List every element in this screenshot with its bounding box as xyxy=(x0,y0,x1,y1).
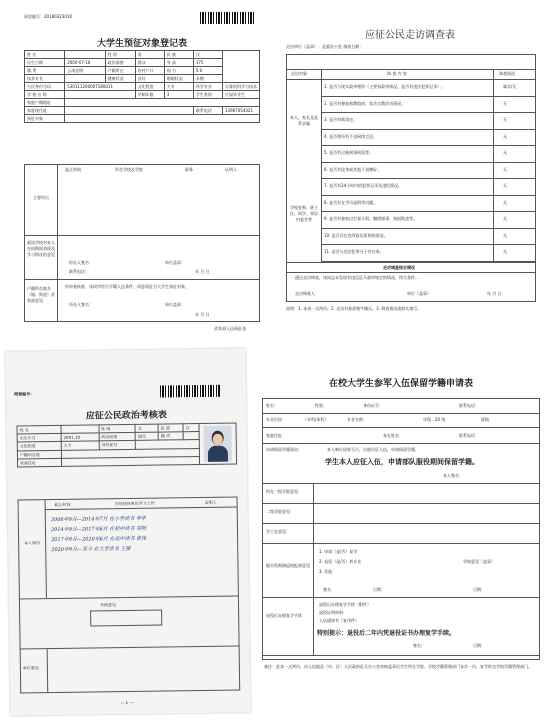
survey-item: 9. 是否有参加过打架斗殴、酗酒滋事、校园欺凌等。 xyxy=(324,216,418,221)
form-footer: 武装部入伍预征表 xyxy=(214,326,246,331)
school-opinion-section: 就读学校对本人在校期间表现及学习情况的意见 经办人签名： 单位盖章： 联系电话： 年 月 日 xyxy=(24,236,260,280)
handwritten-line: 2017年9月—2020年6月 在高中读书 张伟 xyxy=(51,535,147,544)
table-row xyxy=(321,178,535,196)
table-row: 出生日期 2000-07-18 政治面貌 群众 身 高 175 xyxy=(25,59,260,67)
unit-section: 单位意见 xyxy=(20,646,241,693)
form-title: 大学生预征对象登记表 xyxy=(96,39,187,49)
table-row: 姓 名 性 别 男 民 族 汉 xyxy=(25,51,260,59)
summary-text: 通过走访调查，该同志未发现有违反征兵政审规定的情况，符合条件。 xyxy=(295,275,419,280)
survey-result: 无 xyxy=(503,249,507,254)
main-experience-section: 主要经历 起止时间 所在学校及学院 职务 证明人 xyxy=(24,164,260,236)
form-footnote: 备注：此表一式两份，由入伍地县（市、区）人民政府征兵办公室审核盖章后学生所在学院、学校学籍管理部门各存一份，复学时交学校学籍管理部门。 xyxy=(264,664,532,669)
table-row: 公民身份号码 530111200007180011 文化程度 大专 所学专业 计算机科学与技术 xyxy=(25,83,260,91)
form-title: 应征公民走访调查表 xyxy=(365,30,455,41)
survey-item: 3. 是否有吸毒史。 xyxy=(324,117,358,122)
survey-result: 无 xyxy=(503,183,507,188)
application-reason: 学生本人应征入伍，申请部队服役期间保留学籍。 xyxy=(325,458,479,466)
table-row: 学 校 名 称 学制年限 3 学生类别 应届毕业生 xyxy=(25,91,260,99)
table-row xyxy=(321,162,535,180)
survey-result: 无 xyxy=(503,166,507,172)
survey-result: 无 xyxy=(503,150,507,155)
page-number: — 1 — xyxy=(120,699,134,706)
application-table: 姓名： 性别： 身份证号： 联系电话： 专业层次： （专科/本科） 专业名称： 年级：20 级 班级： 家庭住址： 家长姓名： 联系电话： 申请保留学籍事由： 本人响应国家号召，自愿应征入伍，申请保留学籍。 学生本人应征入伍，申请部队服役期间保留学籍。 本人签名： 所在二级学院意见： 二级学院意见： 学工处意见： 服兵役期满返校报到意见 1. 申请（是/否）复学 2. 退役（是/否）转专业 3. 其他： 学校意见（盖章） 签名： 日期： 日期： 退役后办理复学手续 退役后办理复学手续（附件） 退役证明材料： 入伍通知书（复印件） 特别提示：退役后二年内凭退役证书办理复学手续。 签名： 日期： xyxy=(262,398,540,660)
table-row: 户籍所在地 xyxy=(17,448,236,459)
table-row: 家庭住址 xyxy=(17,456,236,467)
survey-result: 无 xyxy=(503,117,507,122)
table-row xyxy=(321,79,535,97)
survey-result: 无 xyxy=(503,100,507,106)
table-row xyxy=(321,129,535,147)
table-row: 籍 贯 云南昆明 户籍所在 农村户口 视 力 5.0 xyxy=(25,67,260,75)
serial-label: 网登编号： xyxy=(14,391,35,397)
survey-table: 走访对象 调 查 内 容 调查情况 本人、家长及直系亲属 学校老师、班主任、同学、邻居村委会等 1. 是否与现实政审相符（主要看政审情况、是否有违法犯罪记录）。 属实/无 2. 是否有参加邪教组织、非法宗教活动情况。 无 3. 是否有吸毒史。 无 4. 是否曾经有不良网络言论。 无 5. 是否有过被刑事拘留等。 无 6. 是否有纹身或其他不良嗜好。 无 7. 是否有24小时内的犯罪记录及违纪情况。 无 8. 是否存在学历造假等问题。 无 9. 是否有参加过打架斗殴、酗酒滋事、校园欺凌等。 无 10. 是否存在违背政治原则的情况。 无 11. 是否与违法犯罪分子有往来。 无 走访调查综合情况 通过走访调查，该同志未发现有违反征兵政审规定的情况，符合条件。 走访调查人： 单位（盖章） 年 月 日 xyxy=(286,54,536,302)
serial-label: 网登编号：20180323010 xyxy=(24,14,72,19)
handwritten-line: 2020年9月—至今 在大学读书 王强 xyxy=(51,545,131,554)
resume-section: 本人简历 起止时间 在何地何单位学习工作 证明人 2008年9月—2014年7月 在小学读书 李华 2014年9月—2017年6月 在初中读书 刘明 2017年9月—2020年6月 在高中读书 张伟 2020年9月—至今 在大学读书 王强 xyxy=(18,496,239,599)
group-label: 学校老师、班主任、同学、邻居村委会等 xyxy=(290,205,318,222)
table-row xyxy=(321,112,535,130)
basic-info-table xyxy=(17,422,238,467)
political-review-form xyxy=(5,348,250,715)
table-row: 文化程度 大专 身份证号 xyxy=(17,439,236,450)
visit-survey-form xyxy=(276,8,544,334)
table-row xyxy=(321,195,535,213)
section-label: 主要经历 xyxy=(33,195,49,200)
portrait-photo xyxy=(204,426,232,462)
survey-item: 4. 是否曾经有不良网络言论。 xyxy=(324,133,378,139)
town-opinion-section: 户籍所在地乡（镇、街道）武装部意见 经审查核准，该同学符合学籍入伍条件，同意预征为大学生预征对象。 经办人签名： 单位盖章： 年 月 日 xyxy=(24,280,260,322)
form-notes: 说明：1. 本表一式两份。2. 走访对象需签字确认。3. 调查情况需如实填写。 xyxy=(286,306,422,311)
survey-item: 7. 是否有24小时内的犯罪记录及违纪情况。 xyxy=(324,183,403,188)
table-row xyxy=(321,211,535,229)
handwritten-line: 2014年9月—2017年6月 在初中读书 刘明 xyxy=(50,525,146,534)
table-row xyxy=(321,96,535,114)
survey-result: 无 xyxy=(503,216,507,221)
photo-cell xyxy=(199,423,237,465)
form-subtitle: 走访单位（盖章）：县委办公室 填表日期： xyxy=(286,44,364,49)
retain-enrollment-form xyxy=(256,350,546,714)
survey-item: 11. 是否与违法犯罪分子有往来。 xyxy=(324,249,384,254)
survey-item: 5. 是否有过被刑事拘留等。 xyxy=(324,150,374,155)
table-row: 家庭现住址 联系电话 13987654321 xyxy=(25,107,260,115)
table-row xyxy=(321,228,535,246)
survey-result: 无 xyxy=(503,232,507,238)
table-row: 出生年月 2001.10 政治面貌 团员 籍 贯 xyxy=(17,431,236,442)
table-row: 姓 名 性 别 女 民 族 汉 xyxy=(17,423,236,434)
stamp-box xyxy=(90,610,162,627)
photo-cell xyxy=(223,51,260,83)
handwritten-line: 2008年9月—2014年7月 在小学读书 李华 xyxy=(50,515,146,524)
table-row xyxy=(321,145,535,163)
basic-info-table xyxy=(24,50,260,123)
barcode xyxy=(200,12,254,24)
table-row: 家庭户籍地址 xyxy=(25,99,260,107)
survey-item: 10. 是否存在违背政治原则的情况。 xyxy=(324,232,388,238)
summary-title: 走访调查综合情况 xyxy=(383,265,415,270)
form-title: 应征公民政治考核表 xyxy=(85,410,167,422)
survey-item: 6. 是否有纹身或其他不良嗜好。 xyxy=(324,166,382,172)
table-row xyxy=(321,244,535,262)
survey-item: 8. 是否存在学历造假等问题。 xyxy=(324,199,378,205)
survey-result: 属实/无 xyxy=(503,84,517,89)
table-row: 预征对象 xyxy=(25,115,260,123)
table-row: 技术专长 健康状况 良好 婚姻状况 未婚 xyxy=(25,75,260,83)
survey-result: 无 xyxy=(503,199,507,205)
survey-item: 2. 是否有参加邪教组织、非法宗教活动情况。 xyxy=(324,100,406,106)
predraft-registration-form xyxy=(18,8,266,334)
survey-result: 无 xyxy=(503,133,507,139)
group-label: 本人、家长及直系亲属 xyxy=(290,115,318,126)
review-section: 考核意见 xyxy=(19,596,240,649)
survey-item: 1. 是否与现实政审相符（主要看政审情况、是否有违法犯罪记录）。 xyxy=(324,84,446,89)
barcode xyxy=(160,385,220,398)
form-title: 在校大学生参军入伍保留学籍申请表 xyxy=(328,379,473,389)
special-notice: 特别提示：退役后二年内凭退役证书办理复学手续。 xyxy=(317,630,456,637)
